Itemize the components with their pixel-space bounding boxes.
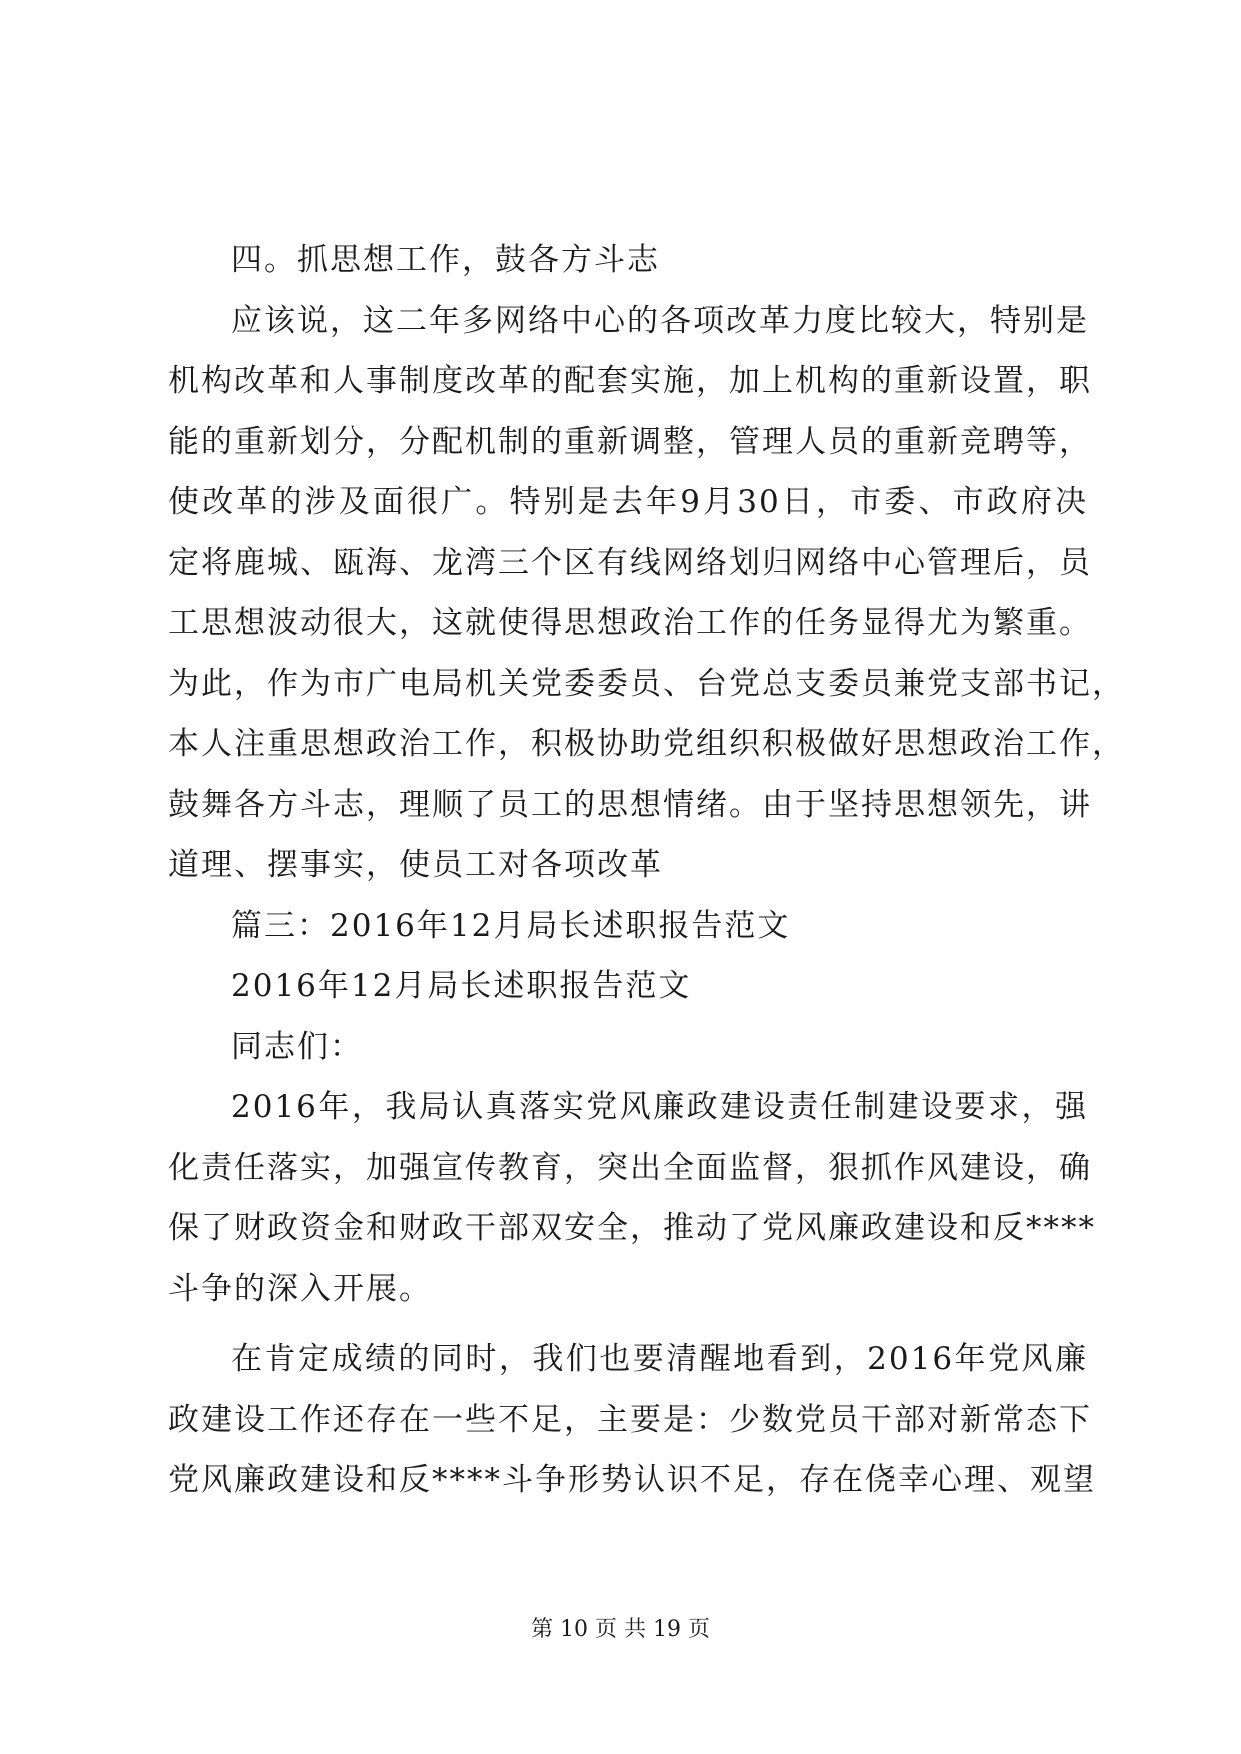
paragraph-line: 道理、摆事实，使员工对各项改革 <box>168 847 663 883</box>
paragraph-line: 斗争的深入开展。 <box>168 1270 432 1307</box>
document-body <box>168 230 1125 1511</box>
paragraph-line: 能的重新划分，分配机制的重新调整，管理人员的重新竞聘等， <box>168 423 1092 460</box>
paragraph-line: 工思想波动很大，这就使得思想政治工作的任务显得尤为繁重。 <box>168 605 1092 641</box>
paragraph-line: 保了财政资金和财政干部双安全，推动了党风廉政建设和反**** <box>168 1210 1096 1246</box>
paragraph-line: 2016年，我局认真落实党风廉政建设责任制建设要求，强 <box>231 1089 1088 1125</box>
salutation: 同志们： <box>231 1028 363 1065</box>
chapter-heading: 篇三：2016年12月局长述职报告范文 <box>231 907 791 944</box>
page-footer: 第 10 页 共 19 页 <box>531 1617 710 1642</box>
paragraph-line: 机构改革和人事制度改革的配套实施，加上机构的重新设置，职 <box>168 363 1092 399</box>
section-heading: 四。抓思想工作，鼓各方斗志 <box>231 242 660 278</box>
paragraph-line: 本人注重思想政治工作，积极协助党组织积极做好思想政治工作， <box>168 726 1125 762</box>
paragraph-line: 化责任落实，加强宣传教育，突出全面监督，狠抓作风建设，确 <box>168 1149 1092 1186</box>
paragraph-line: 定将鹿城、瓯海、龙湾三个区有线网络划归网络中心管理后，员 <box>168 544 1092 581</box>
paragraph-line: 在肯定成绩的同时，我们也要清醒地看到，2016年党风廉 <box>231 1341 1088 1377</box>
paragraph-line: 党风廉政建设和反****斗争形势认识不足，存在侥幸心理、观望 <box>168 1462 1096 1498</box>
report-title: 2016年12月局长述职报告范文 <box>231 968 692 1004</box>
paragraph-line: 鼓舞各方斗志，理顺了员工的思想情绪。由于坚持思想领先，讲 <box>168 786 1092 823</box>
paragraph-line: 使改革的涉及面很广。特别是去年9月30日，市委、市政府决 <box>168 484 1088 520</box>
paragraph-line: 政建设工作还存在一些不足，主要是：少数党员干部对新常态下 <box>168 1401 1092 1438</box>
paragraph-line: 为此，作为市广电局机关党委委员、台党总支委员兼党支部书记， <box>168 665 1125 702</box>
paragraph-line: 应该说，这二年多网络中心的各项改革力度比较大，特别是 <box>231 302 1089 339</box>
